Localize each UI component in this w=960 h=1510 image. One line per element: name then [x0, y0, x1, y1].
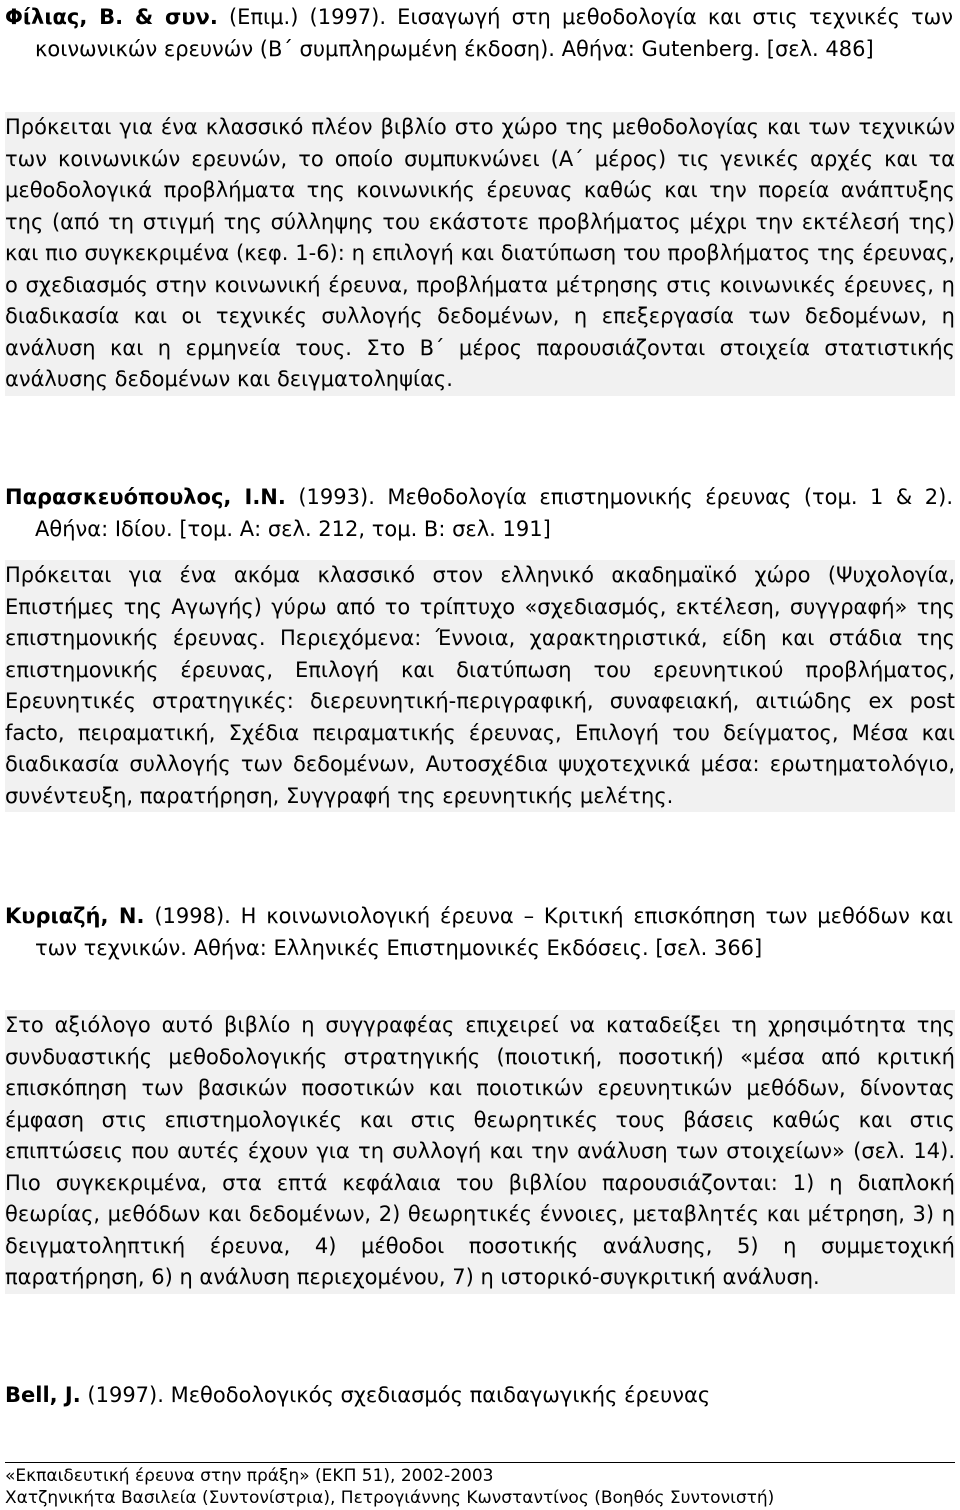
reference-citation: (Επιμ.) (1997). Εισαγωγή στη μεθοδολογία και στις τεχνικές των κοινωνικών ερευνών (Β΄ συμπληρωμένη έκδοση). Αθήνα: Gutenberg. [σελ. 486] — [35, 5, 953, 61]
footer-course-line: «Εκπαιδευτική έρευνα στην πράξη» (ΕΚΠ 51), 2002-2003 — [5, 1466, 494, 1486]
page-footer — [5, 1462, 955, 1509]
reference-description-2: Πρόκειται για ένα ακόμα κλασσικό στον ελληνικό ακαδημαϊκό χώρο (Ψυχολογία, Επιστήμες της Αγωγής) γύρω από το τρίπτυχο «σχεδιασμός, εκτέλεση, συγγραφή» της επιστημονικής έρευνας. Περιεχόμενα: Έννοια, χαρακτηριστικά, είδη και στάδια της επιστημονικής έρευνας, Επιλογή και διατύπωση του ερευνητικού προβλήματος, Ερευνητικές στρατηγικές: διερευνητική-περιγραφική, συναφειακή, αιτιώδης ex post facto, πειραματική, Σχέδια πειραματικής έρευνας, Επιλογή του δείγματος, Μέσα και διαδικασία συλλογής των δεδομένων, Αυτοσχέδια ψυχοτεχνικά μέσα: ερωτηματολόγιο, συνέντευξη, παρατήρηση, Συγγραφή της ερευνητικής μελέτης. — [5, 560, 955, 812]
reference-description-1: Πρόκειται για ένα κλασσικό πλέον βιβλίο στο χώρο της μεθοδολογίας και των τεχνικών των κοινωνικών ερευνών, το οποίο συμπυκνώνει (Α΄ μέρος) τις γενικές αρχές και τα μεθοδολογικά προβλήματα της κοινωνικής έρευνας καθώς και την πορεία ανάπτυξης της (από τη στιγμή της σύλληψης του εκάστοτε προβλήματος μέχρι την εκτέλεσή της) και πιο συγκεκριμένα (κεφ. 1-6): η επιλογή και διατύπωση του προβλήματος της έρευνας, ο σχεδιασμός στην κοινωνική έρευνα, προβλήματα μέτρησης στις κοινωνικές έρευνες, η διαδικασία και οι τεχνικές συλλογής δεδομένων, η επεξεργασία των δεδομένων, η ανάλυση και η ερμηνεία τους. Στο Β΄ μέρος παρουσιάζονται στοιχεία στατιστικής ανάλυσης δεδομένων και δειγματοληψίας. — [5, 112, 955, 396]
reference-entry-4 — [5, 1380, 955, 1412]
reference-entry-2 — [5, 482, 953, 545]
reference-author: Παρασκευόπουλος, Ι.Ν. — [5, 485, 286, 509]
reference-author: Κυριαζή, Ν. — [5, 904, 145, 928]
reference-description-3: Στο αξιόλογο αυτό βιβλίο η συγγραφέας επιχειρεί να καταδείξει τη χρησιμότητα της συνδυαστικής μεθοδολογικής στρατηγικής (ποιοτική, ποσοτική) «μέσα από κριτική επισκόπηση των βασικών ποσοτικών και ποιοτικών ερευνητικών μεθόδων, δίνοντας έμφαση στις επιστημολογικές και στις θεωρητικές τους βάσεις καθώς και στις επιπτώσεις που αυτές έχουν για τη συλλογή και την ανάλυση των στοιχείων» (σελ. 14). Πιο συγκεκριμένα, στα επτά κεφάλαια του βιβλίου παρουσιάζονται: 1) η διαπλοκή θεωρίας, μεθόδων και δεδομένων, 2) θεωρητικές έννοιες, μεταβλητές και μέτρηση, 3) η δειγματοληπτική έρευνα, 4) μέθοδοι ποσοτικής ανάλυσης, 5) η συμμετοχική παρατήρηση, 6) η ανάλυση περιεχομένου, 7) η ιστορικό-συγκριτική ανάλυση. — [5, 1010, 955, 1294]
reference-entry-1 — [5, 2, 953, 65]
reference-citation: (1998). Η κοινωνιολογική έρευνα – Κριτική επισκόπηση των μεθόδων και των τεχνικών. Αθήνα: Ελληνικές Επιστημονικές Εκδόσεις. [σελ. 366] — [35, 904, 953, 960]
reference-author: Φίλιας, Β. & συν. — [5, 5, 218, 29]
reference-entry-3 — [5, 901, 953, 964]
reference-citation: (1993). Μεθοδολογία επιστημονικής έρευνας (τομ. 1 & 2). Αθήνα: Ιδίου. [τομ. Α: σελ. 212, τομ. Β: σελ. 191] — [35, 485, 953, 541]
footer-coordinators-line: Χατζηνικήτα Βασιλεία (Συντονίστρια), Πετρογιάννης Κωνσταντίνος (Βοηθός Συντονιστή) — [5, 1488, 775, 1508]
reference-citation: (1997). Μεθοδολογικός σχεδιασμός παιδαγωγικής έρευνας — [80, 1383, 711, 1407]
reference-author: Bell, J. — [5, 1383, 81, 1407]
